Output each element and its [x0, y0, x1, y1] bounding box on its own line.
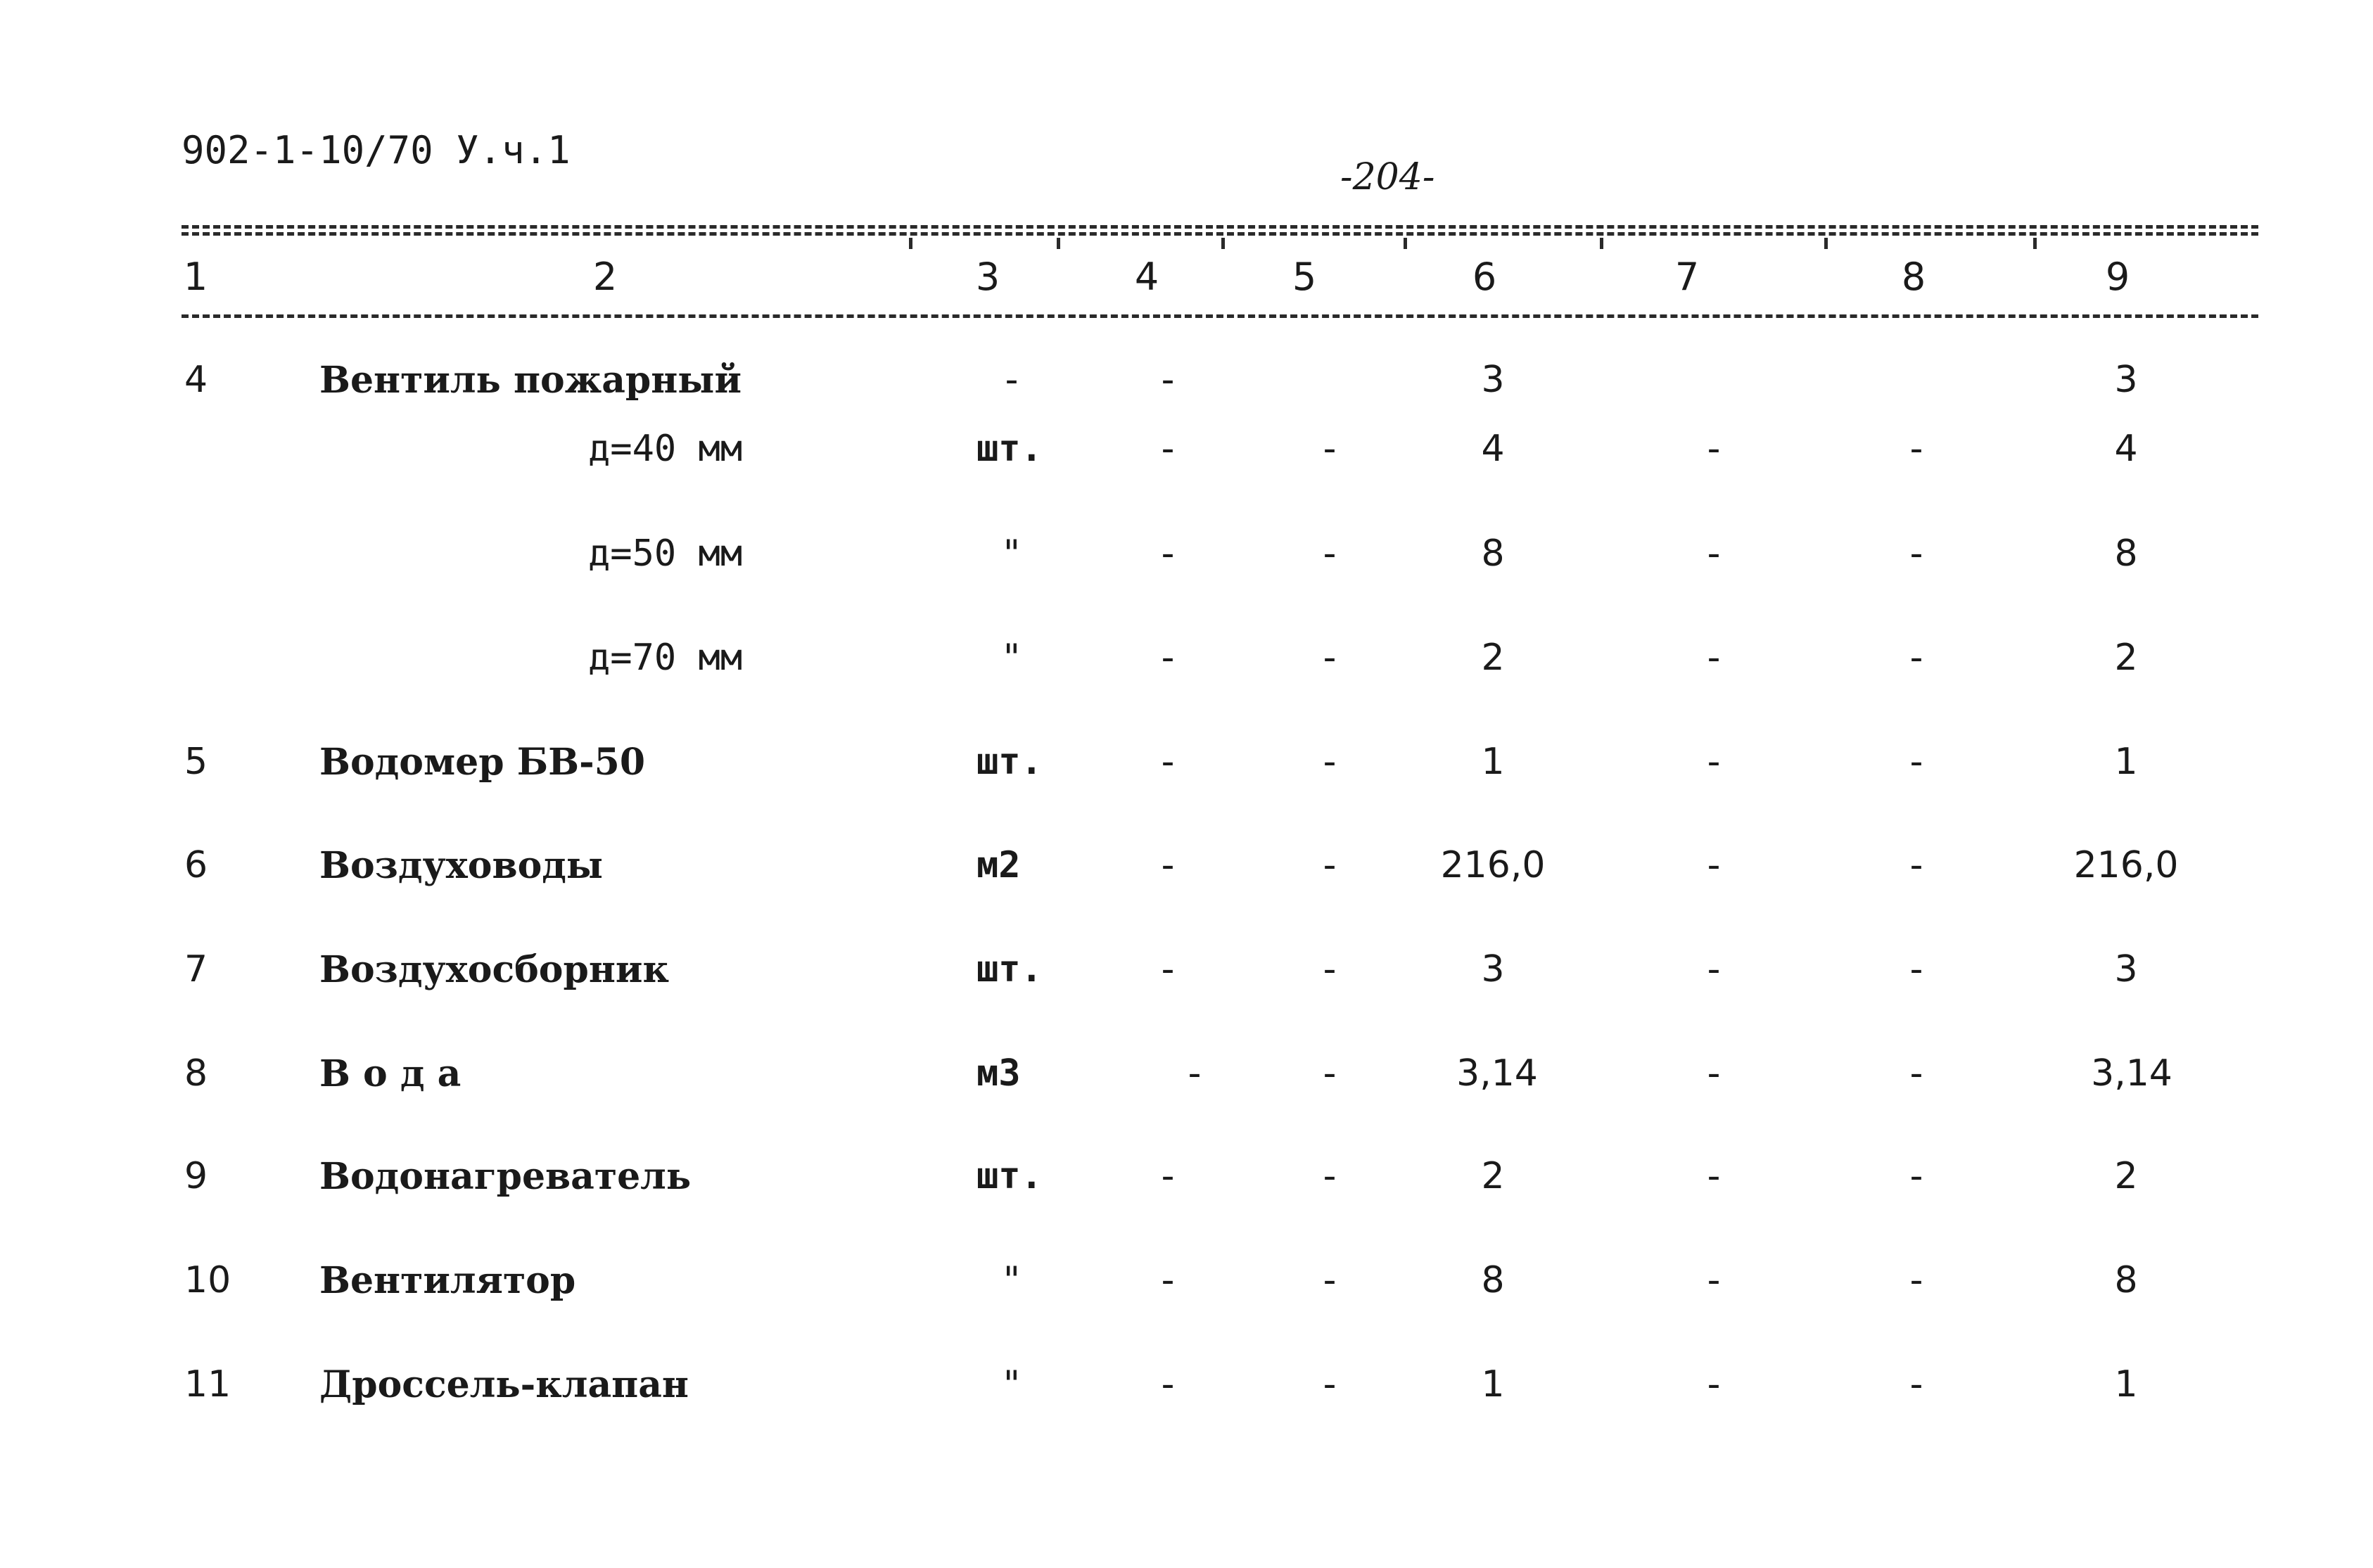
item-name: Вентиль пожарный — [319, 359, 742, 402]
header-rule-top — [182, 225, 2258, 229]
col-7-cell: - — [1707, 948, 1721, 990]
col-5-cell: - — [1323, 1052, 1337, 1095]
col-9-cell: 2 — [2114, 1155, 2138, 1197]
col-4-cell: - — [1161, 359, 1175, 401]
col-4-cell: - — [1188, 1052, 1202, 1095]
table-row — [0, 637, 2373, 693]
header-rule-bottom — [182, 314, 2258, 318]
column-header-7: 7 — [1674, 255, 1700, 299]
table-row — [0, 359, 2373, 415]
unit-cell: шт. — [976, 428, 1043, 470]
column-header-9: 9 — [2105, 255, 2130, 299]
col-8-cell: - — [1909, 1155, 1923, 1197]
column-header-2: 2 — [592, 255, 618, 299]
col-8-cell: - — [1909, 948, 1923, 990]
col-9-cell: 3 — [2114, 948, 2138, 990]
page-number: -204- — [1340, 156, 1435, 198]
col-4-cell: - — [1161, 1155, 1175, 1197]
item-name: Дроссель-клапан — [319, 1363, 689, 1406]
row-number: 5 — [184, 741, 208, 783]
col-5-cell: - — [1323, 428, 1337, 470]
item-sub-spec: д=70 мм — [588, 637, 743, 679]
column-header-4: 4 — [1134, 255, 1159, 299]
col-4-cell: - — [1161, 1363, 1175, 1406]
col-7-cell: - — [1707, 1052, 1721, 1095]
column-header-5: 5 — [1292, 255, 1317, 299]
row-number: 7 — [184, 948, 208, 990]
unit-cell: " — [1003, 637, 1020, 679]
col-8-cell: - — [1909, 1052, 1923, 1095]
table-row — [0, 1363, 2373, 1420]
item-name: Воздухосборник — [319, 948, 670, 991]
column-header-3: 3 — [975, 255, 1000, 299]
row-number: 8 — [184, 1052, 208, 1095]
table-row — [0, 1155, 2373, 1211]
col-8-cell: - — [1909, 741, 1923, 783]
col-4-cell: - — [1161, 428, 1175, 470]
col-5-cell: - — [1323, 844, 1337, 886]
item-name: Воздуховоды — [319, 844, 604, 887]
col-9-cell: 1 — [2114, 1363, 2138, 1406]
item-name: В о д а — [319, 1052, 462, 1095]
col-4-cell: - — [1161, 844, 1175, 886]
column-tick — [1824, 238, 1828, 249]
unit-cell: шт. — [976, 1155, 1043, 1197]
col-8-cell: - — [1909, 1363, 1923, 1406]
table-row — [0, 428, 2373, 484]
col-8-cell: - — [1909, 533, 1923, 575]
col-9-cell: 8 — [2114, 533, 2138, 575]
table-row — [0, 1259, 2373, 1315]
col-8-cell: - — [1909, 844, 1923, 886]
document-code: 902-1-10/70 У.ч.1 — [182, 128, 571, 172]
unit-cell: " — [1003, 1363, 1020, 1406]
col-9-cell: 1 — [2114, 741, 2138, 783]
col-7-cell: - — [1707, 844, 1721, 886]
column-header-8: 8 — [1901, 255, 1926, 299]
item-sub-spec: д=50 мм — [588, 533, 743, 575]
col-5-cell: - — [1323, 948, 1337, 990]
col-7-cell: - — [1707, 533, 1721, 575]
unit-cell: " — [1003, 1259, 1020, 1301]
col-6-cell: 4 — [1481, 428, 1505, 470]
table-row — [0, 1052, 2373, 1109]
row-number: 4 — [184, 359, 208, 401]
col-6-cell: 3 — [1481, 359, 1505, 401]
col-6-cell: 1 — [1481, 1363, 1505, 1406]
col-9-cell: 216,0 — [2073, 844, 2179, 886]
col-9-cell: 8 — [2114, 1259, 2138, 1301]
column-header-1: 1 — [183, 255, 208, 299]
row-number: 10 — [184, 1259, 231, 1301]
col-6-cell: 3,14 — [1456, 1052, 1538, 1095]
col-6-cell: 8 — [1481, 533, 1505, 575]
col-5-cell: - — [1323, 1155, 1337, 1197]
col-5-cell: - — [1323, 533, 1337, 575]
column-header-6: 6 — [1472, 255, 1497, 299]
col-5-cell: - — [1323, 1363, 1337, 1406]
col-9-cell: 3,14 — [2091, 1052, 2172, 1095]
unit-cell: - — [1005, 359, 1019, 401]
item-name: Водонагреватель — [319, 1155, 692, 1198]
col-7-cell: - — [1707, 428, 1721, 470]
col-9-cell: 2 — [2114, 637, 2138, 679]
col-9-cell: 3 — [2114, 359, 2138, 401]
item-name: Водомер БВ-50 — [319, 741, 646, 784]
unit-cell: м2 — [976, 844, 1021, 886]
col-8-cell: - — [1909, 1259, 1923, 1301]
col-8-cell: - — [1909, 637, 1923, 679]
col-8-cell: - — [1909, 428, 1923, 470]
table-row — [0, 533, 2373, 589]
col-4-cell: - — [1161, 948, 1175, 990]
column-tick — [909, 238, 912, 249]
col-7-cell: - — [1707, 637, 1721, 679]
unit-cell: " — [1003, 533, 1020, 575]
col-6-cell: 216,0 — [1440, 844, 1546, 886]
item-name: Вентилятор — [319, 1259, 576, 1302]
col-6-cell: 8 — [1481, 1259, 1505, 1301]
col-5-cell: - — [1323, 1259, 1337, 1301]
unit-cell: м3 — [976, 1052, 1021, 1095]
column-tick — [1221, 238, 1225, 249]
table-row — [0, 844, 2373, 900]
table-row — [0, 741, 2373, 797]
col-4-cell: - — [1161, 741, 1175, 783]
column-tick — [1600, 238, 1603, 249]
col-5-cell: - — [1323, 741, 1337, 783]
row-number: 11 — [184, 1363, 231, 1406]
column-tick — [1057, 238, 1060, 249]
col-7-cell: - — [1707, 1259, 1721, 1301]
col-5-cell: - — [1323, 637, 1337, 679]
item-sub-spec: д=40 мм — [588, 428, 743, 470]
col-7-cell: - — [1707, 741, 1721, 783]
col-7-cell: - — [1707, 1363, 1721, 1406]
header-rule-top-second — [182, 232, 2258, 236]
col-6-cell: 2 — [1481, 637, 1505, 679]
unit-cell: шт. — [976, 741, 1043, 783]
column-tick — [2033, 238, 2037, 249]
column-tick — [1404, 238, 1407, 249]
col-6-cell: 2 — [1481, 1155, 1505, 1197]
col-4-cell: - — [1161, 1259, 1175, 1301]
col-6-cell: 1 — [1481, 741, 1505, 783]
col-7-cell: - — [1707, 1155, 1721, 1197]
col-4-cell: - — [1161, 637, 1175, 679]
row-number: 6 — [184, 844, 208, 886]
unit-cell: шт. — [976, 948, 1043, 990]
row-number: 9 — [184, 1155, 208, 1197]
col-9-cell: 4 — [2114, 428, 2138, 470]
col-4-cell: - — [1161, 533, 1175, 575]
table-row — [0, 948, 2373, 1005]
col-6-cell: 3 — [1481, 948, 1505, 990]
